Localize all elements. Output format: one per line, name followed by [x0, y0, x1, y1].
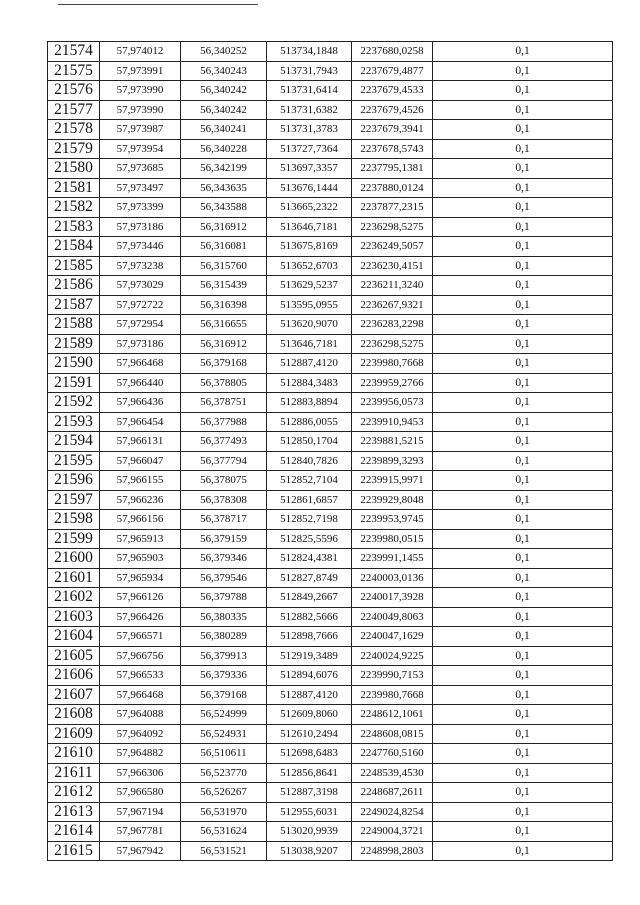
longitude-cell: 56,340252	[181, 42, 267, 62]
accuracy-cell: 0,1	[433, 588, 613, 608]
longitude-cell: 56,379913	[181, 646, 267, 666]
latitude-cell: 57,967781	[100, 822, 181, 842]
x-coordinate-cell: 512955,6031	[267, 802, 352, 822]
latitude-cell: 57,964088	[100, 705, 181, 725]
x-coordinate-cell: 512849,2667	[267, 588, 352, 608]
table-row	[48, 510, 613, 530]
latitude-cell: 57,973685	[100, 159, 181, 179]
x-coordinate-cell: 513727,7364	[267, 139, 352, 159]
table-row	[48, 139, 613, 159]
latitude-cell: 57,973446	[100, 237, 181, 257]
accuracy-cell: 0,1	[433, 178, 613, 198]
point-number-cell: 21608	[48, 705, 100, 725]
point-number-cell: 21591	[48, 373, 100, 393]
accuracy-cell: 0,1	[433, 529, 613, 549]
accuracy-cell: 0,1	[433, 763, 613, 783]
x-coordinate-cell: 512882,5666	[267, 607, 352, 627]
y-coordinate-cell: 2237679,4526	[352, 100, 433, 120]
latitude-cell: 57,973399	[100, 198, 181, 218]
point-number-cell: 21586	[48, 276, 100, 296]
accuracy-cell: 0,1	[433, 100, 613, 120]
table-row	[48, 549, 613, 569]
point-number-cell: 21603	[48, 607, 100, 627]
longitude-cell: 56,316912	[181, 217, 267, 237]
accuracy-cell: 0,1	[433, 451, 613, 471]
table-row	[48, 100, 613, 120]
longitude-cell: 56,524931	[181, 724, 267, 744]
accuracy-cell: 0,1	[433, 607, 613, 627]
latitude-cell: 57,966440	[100, 373, 181, 393]
accuracy-cell: 0,1	[433, 61, 613, 81]
longitude-cell: 56,523770	[181, 763, 267, 783]
accuracy-cell: 0,1	[433, 315, 613, 335]
longitude-cell: 56,379346	[181, 549, 267, 569]
point-number-cell: 21615	[48, 841, 100, 861]
longitude-cell: 56,316655	[181, 315, 267, 335]
point-number-cell: 21579	[48, 139, 100, 159]
longitude-cell: 56,379788	[181, 588, 267, 608]
longitude-cell: 56,531521	[181, 841, 267, 861]
x-coordinate-cell: 513731,7943	[267, 61, 352, 81]
x-coordinate-cell: 512887,3198	[267, 783, 352, 803]
accuracy-cell: 0,1	[433, 802, 613, 822]
point-number-cell: 21589	[48, 334, 100, 354]
accuracy-cell: 0,1	[433, 783, 613, 803]
y-coordinate-cell: 2236249,5057	[352, 237, 433, 257]
longitude-cell: 56,378308	[181, 490, 267, 510]
latitude-cell: 57,973497	[100, 178, 181, 198]
accuracy-cell: 0,1	[433, 841, 613, 861]
latitude-cell: 57,965934	[100, 568, 181, 588]
latitude-cell: 57,966131	[100, 432, 181, 452]
latitude-cell: 57,966155	[100, 471, 181, 491]
y-coordinate-cell: 2248612,1061	[352, 705, 433, 725]
y-coordinate-cell: 2239881,5215	[352, 432, 433, 452]
accuracy-cell: 0,1	[433, 744, 613, 764]
y-coordinate-cell: 2239956,0573	[352, 393, 433, 413]
accuracy-cell: 0,1	[433, 237, 613, 257]
longitude-cell: 56,343635	[181, 178, 267, 198]
longitude-cell: 56,340228	[181, 139, 267, 159]
table-row	[48, 529, 613, 549]
point-number-cell: 21593	[48, 412, 100, 432]
longitude-cell: 56,379159	[181, 529, 267, 549]
x-coordinate-cell: 512609,8060	[267, 705, 352, 725]
longitude-cell: 56,524999	[181, 705, 267, 725]
longitude-cell: 56,315760	[181, 256, 267, 276]
y-coordinate-cell: 2236283,2298	[352, 315, 433, 335]
longitude-cell: 56,510611	[181, 744, 267, 764]
accuracy-cell: 0,1	[433, 81, 613, 101]
y-coordinate-cell: 2239980,7668	[352, 354, 433, 374]
accuracy-cell: 0,1	[433, 822, 613, 842]
point-number-cell: 21581	[48, 178, 100, 198]
y-coordinate-cell: 2237679,4533	[352, 81, 433, 101]
table-row	[48, 822, 613, 842]
x-coordinate-cell: 513734,1848	[267, 42, 352, 62]
longitude-cell: 56,316081	[181, 237, 267, 257]
point-number-cell: 21590	[48, 354, 100, 374]
x-coordinate-cell: 512856,8641	[267, 763, 352, 783]
latitude-cell: 57,966756	[100, 646, 181, 666]
latitude-cell: 57,973186	[100, 217, 181, 237]
longitude-cell: 56,316398	[181, 295, 267, 315]
table-row	[48, 783, 613, 803]
point-number-cell: 21609	[48, 724, 100, 744]
y-coordinate-cell: 2239899,3293	[352, 451, 433, 471]
coordinates-table	[47, 41, 613, 861]
y-coordinate-cell: 2239959,2766	[352, 373, 433, 393]
point-number-cell: 21612	[48, 783, 100, 803]
coordinates-table-body	[48, 42, 613, 861]
x-coordinate-cell: 512884,3483	[267, 373, 352, 393]
y-coordinate-cell: 2248687,2611	[352, 783, 433, 803]
y-coordinate-cell: 2236267,9321	[352, 295, 433, 315]
x-coordinate-cell: 513646,7181	[267, 334, 352, 354]
x-coordinate-cell: 513697,3357	[267, 159, 352, 179]
accuracy-cell: 0,1	[433, 159, 613, 179]
x-coordinate-cell: 512825,5596	[267, 529, 352, 549]
longitude-cell: 56,343588	[181, 198, 267, 218]
longitude-cell: 56,531624	[181, 822, 267, 842]
longitude-cell: 56,531970	[181, 802, 267, 822]
accuracy-cell: 0,1	[433, 471, 613, 491]
table-row	[48, 451, 613, 471]
x-coordinate-cell: 512840,7826	[267, 451, 352, 471]
point-number-cell: 21583	[48, 217, 100, 237]
x-coordinate-cell: 513675,8169	[267, 237, 352, 257]
latitude-cell: 57,966571	[100, 627, 181, 647]
x-coordinate-cell: 512898,7666	[267, 627, 352, 647]
point-number-cell: 21601	[48, 568, 100, 588]
point-number-cell: 21605	[48, 646, 100, 666]
point-number-cell: 21580	[48, 159, 100, 179]
accuracy-cell: 0,1	[433, 627, 613, 647]
table-row	[48, 256, 613, 276]
coordinates-sheet	[47, 41, 613, 861]
y-coordinate-cell: 2240047,1629	[352, 627, 433, 647]
point-number-cell: 21582	[48, 198, 100, 218]
y-coordinate-cell: 2237877,2315	[352, 198, 433, 218]
x-coordinate-cell: 512698,6483	[267, 744, 352, 764]
latitude-cell: 57,973990	[100, 100, 181, 120]
point-number-cell: 21574	[48, 42, 100, 62]
table-row	[48, 178, 613, 198]
y-coordinate-cell: 2248998,2803	[352, 841, 433, 861]
y-coordinate-cell: 2239929,8048	[352, 490, 433, 510]
longitude-cell: 56,526267	[181, 783, 267, 803]
x-coordinate-cell: 513646,7181	[267, 217, 352, 237]
y-coordinate-cell: 2239953,9745	[352, 510, 433, 530]
longitude-cell: 56,380289	[181, 627, 267, 647]
accuracy-cell: 0,1	[433, 705, 613, 725]
x-coordinate-cell: 512852,7198	[267, 510, 352, 530]
accuracy-cell: 0,1	[433, 217, 613, 237]
top-rule	[58, 4, 258, 5]
x-coordinate-cell: 512827,8749	[267, 568, 352, 588]
table-row	[48, 198, 613, 218]
table-row	[48, 666, 613, 686]
table-row	[48, 763, 613, 783]
table-row	[48, 120, 613, 140]
longitude-cell: 56,378805	[181, 373, 267, 393]
point-number-cell: 21611	[48, 763, 100, 783]
accuracy-cell: 0,1	[433, 724, 613, 744]
latitude-cell: 57,973991	[100, 61, 181, 81]
point-number-cell: 21587	[48, 295, 100, 315]
y-coordinate-cell: 2237678,5743	[352, 139, 433, 159]
point-number-cell: 21594	[48, 432, 100, 452]
table-row	[48, 276, 613, 296]
y-coordinate-cell: 2237680,0258	[352, 42, 433, 62]
table-row	[48, 744, 613, 764]
y-coordinate-cell: 2248608,0815	[352, 724, 433, 744]
latitude-cell: 57,973987	[100, 120, 181, 140]
point-number-cell: 21597	[48, 490, 100, 510]
longitude-cell: 56,316912	[181, 334, 267, 354]
longitude-cell: 56,379546	[181, 568, 267, 588]
latitude-cell: 57,964092	[100, 724, 181, 744]
latitude-cell: 57,974012	[100, 42, 181, 62]
x-coordinate-cell: 513676,1444	[267, 178, 352, 198]
latitude-cell: 57,966426	[100, 607, 181, 627]
latitude-cell: 57,966468	[100, 685, 181, 705]
point-number-cell: 21607	[48, 685, 100, 705]
latitude-cell: 57,972954	[100, 315, 181, 335]
table-row	[48, 588, 613, 608]
accuracy-cell: 0,1	[433, 276, 613, 296]
accuracy-cell: 0,1	[433, 549, 613, 569]
y-coordinate-cell: 2247760,5160	[352, 744, 433, 764]
point-number-cell: 21614	[48, 822, 100, 842]
accuracy-cell: 0,1	[433, 42, 613, 62]
table-row	[48, 646, 613, 666]
x-coordinate-cell: 513020,9939	[267, 822, 352, 842]
x-coordinate-cell: 513038,9207	[267, 841, 352, 861]
latitude-cell: 57,973954	[100, 139, 181, 159]
longitude-cell: 56,315439	[181, 276, 267, 296]
x-coordinate-cell: 513731,3783	[267, 120, 352, 140]
point-number-cell: 21595	[48, 451, 100, 471]
point-number-cell: 21578	[48, 120, 100, 140]
point-number-cell: 21602	[48, 588, 100, 608]
point-number-cell: 21577	[48, 100, 100, 120]
x-coordinate-cell: 512894,6076	[267, 666, 352, 686]
latitude-cell: 57,973186	[100, 334, 181, 354]
latitude-cell: 57,966306	[100, 763, 181, 783]
accuracy-cell: 0,1	[433, 412, 613, 432]
x-coordinate-cell: 513731,6382	[267, 100, 352, 120]
table-row	[48, 490, 613, 510]
longitude-cell: 56,378717	[181, 510, 267, 530]
accuracy-cell: 0,1	[433, 198, 613, 218]
latitude-cell: 57,966436	[100, 393, 181, 413]
latitude-cell: 57,966580	[100, 783, 181, 803]
longitude-cell: 56,342199	[181, 159, 267, 179]
accuracy-cell: 0,1	[433, 568, 613, 588]
x-coordinate-cell: 513665,2322	[267, 198, 352, 218]
table-row	[48, 354, 613, 374]
table-row	[48, 159, 613, 179]
y-coordinate-cell: 2239990,7153	[352, 666, 433, 686]
x-coordinate-cell: 512850,1704	[267, 432, 352, 452]
accuracy-cell: 0,1	[433, 295, 613, 315]
accuracy-cell: 0,1	[433, 685, 613, 705]
point-number-cell: 21598	[48, 510, 100, 530]
x-coordinate-cell: 512852,7104	[267, 471, 352, 491]
y-coordinate-cell: 2239980,0515	[352, 529, 433, 549]
longitude-cell: 56,340243	[181, 61, 267, 81]
y-coordinate-cell: 2239910,9453	[352, 412, 433, 432]
point-number-cell: 21600	[48, 549, 100, 569]
point-number-cell: 21575	[48, 61, 100, 81]
point-number-cell: 21599	[48, 529, 100, 549]
longitude-cell: 56,379168	[181, 685, 267, 705]
accuracy-cell: 0,1	[433, 256, 613, 276]
longitude-cell: 56,378075	[181, 471, 267, 491]
accuracy-cell: 0,1	[433, 490, 613, 510]
longitude-cell: 56,380335	[181, 607, 267, 627]
latitude-cell: 57,972722	[100, 295, 181, 315]
point-number-cell: 21592	[48, 393, 100, 413]
longitude-cell: 56,379336	[181, 666, 267, 686]
y-coordinate-cell: 2236230,4151	[352, 256, 433, 276]
x-coordinate-cell: 512861,6857	[267, 490, 352, 510]
latitude-cell: 57,966047	[100, 451, 181, 471]
table-row	[48, 802, 613, 822]
point-number-cell: 21596	[48, 471, 100, 491]
table-row	[48, 42, 613, 62]
y-coordinate-cell: 2240024,9225	[352, 646, 433, 666]
x-coordinate-cell: 513731,6414	[267, 81, 352, 101]
y-coordinate-cell: 2237880,0124	[352, 178, 433, 198]
latitude-cell: 57,965903	[100, 549, 181, 569]
accuracy-cell: 0,1	[433, 120, 613, 140]
table-row	[48, 685, 613, 705]
x-coordinate-cell: 513629,5237	[267, 276, 352, 296]
y-coordinate-cell: 2240017,3928	[352, 588, 433, 608]
x-coordinate-cell: 512883,8894	[267, 393, 352, 413]
longitude-cell: 56,340242	[181, 81, 267, 101]
point-number-cell: 21610	[48, 744, 100, 764]
y-coordinate-cell: 2237679,4877	[352, 61, 433, 81]
y-coordinate-cell: 2249004,3721	[352, 822, 433, 842]
latitude-cell: 57,966156	[100, 510, 181, 530]
longitude-cell: 56,340242	[181, 100, 267, 120]
point-number-cell: 21604	[48, 627, 100, 647]
latitude-cell: 57,966468	[100, 354, 181, 374]
latitude-cell: 57,967194	[100, 802, 181, 822]
y-coordinate-cell: 2237679,3941	[352, 120, 433, 140]
latitude-cell: 57,966236	[100, 490, 181, 510]
accuracy-cell: 0,1	[433, 373, 613, 393]
y-coordinate-cell: 2236211,3240	[352, 276, 433, 296]
y-coordinate-cell: 2236298,5275	[352, 217, 433, 237]
point-number-cell: 21576	[48, 81, 100, 101]
y-coordinate-cell: 2239991,1455	[352, 549, 433, 569]
x-coordinate-cell: 512887,4120	[267, 354, 352, 374]
y-coordinate-cell: 2239915,9971	[352, 471, 433, 491]
x-coordinate-cell: 513595,0955	[267, 295, 352, 315]
table-row	[48, 315, 613, 335]
accuracy-cell: 0,1	[433, 510, 613, 530]
x-coordinate-cell: 512610,2494	[267, 724, 352, 744]
point-number-cell: 21584	[48, 237, 100, 257]
latitude-cell: 57,964882	[100, 744, 181, 764]
x-coordinate-cell: 513620,9070	[267, 315, 352, 335]
point-number-cell: 21585	[48, 256, 100, 276]
table-row	[48, 705, 613, 725]
accuracy-cell: 0,1	[433, 334, 613, 354]
accuracy-cell: 0,1	[433, 432, 613, 452]
table-row	[48, 412, 613, 432]
accuracy-cell: 0,1	[433, 139, 613, 159]
accuracy-cell: 0,1	[433, 393, 613, 413]
y-coordinate-cell: 2237795,1381	[352, 159, 433, 179]
x-coordinate-cell: 512887,4120	[267, 685, 352, 705]
accuracy-cell: 0,1	[433, 646, 613, 666]
table-row	[48, 568, 613, 588]
y-coordinate-cell: 2239980,7668	[352, 685, 433, 705]
table-row	[48, 217, 613, 237]
table-row	[48, 724, 613, 744]
latitude-cell: 57,966454	[100, 412, 181, 432]
latitude-cell: 57,973029	[100, 276, 181, 296]
table-row	[48, 607, 613, 627]
longitude-cell: 56,379168	[181, 354, 267, 374]
point-number-cell: 21606	[48, 666, 100, 686]
table-row	[48, 627, 613, 647]
latitude-cell: 57,973238	[100, 256, 181, 276]
table-row	[48, 373, 613, 393]
accuracy-cell: 0,1	[433, 354, 613, 374]
latitude-cell: 57,966126	[100, 588, 181, 608]
longitude-cell: 56,378751	[181, 393, 267, 413]
table-row	[48, 237, 613, 257]
table-row	[48, 841, 613, 861]
x-coordinate-cell: 512824,4381	[267, 549, 352, 569]
latitude-cell: 57,967942	[100, 841, 181, 861]
table-row	[48, 295, 613, 315]
latitude-cell: 57,973990	[100, 81, 181, 101]
x-coordinate-cell: 512919,3489	[267, 646, 352, 666]
y-coordinate-cell: 2248539,4530	[352, 763, 433, 783]
point-number-cell: 21588	[48, 315, 100, 335]
accuracy-cell: 0,1	[433, 666, 613, 686]
table-row	[48, 334, 613, 354]
table-row	[48, 432, 613, 452]
latitude-cell: 57,965913	[100, 529, 181, 549]
point-number-cell: 21613	[48, 802, 100, 822]
y-coordinate-cell: 2236298,5275	[352, 334, 433, 354]
latitude-cell: 57,966533	[100, 666, 181, 686]
x-coordinate-cell: 513652,6703	[267, 256, 352, 276]
longitude-cell: 56,340241	[181, 120, 267, 140]
table-row	[48, 81, 613, 101]
table-row	[48, 471, 613, 491]
x-coordinate-cell: 512886,0055	[267, 412, 352, 432]
table-row	[48, 393, 613, 413]
y-coordinate-cell: 2249024,8254	[352, 802, 433, 822]
y-coordinate-cell: 2240003,0136	[352, 568, 433, 588]
longitude-cell: 56,377794	[181, 451, 267, 471]
longitude-cell: 56,377493	[181, 432, 267, 452]
longitude-cell: 56,377988	[181, 412, 267, 432]
table-row	[48, 61, 613, 81]
y-coordinate-cell: 2240049,8063	[352, 607, 433, 627]
